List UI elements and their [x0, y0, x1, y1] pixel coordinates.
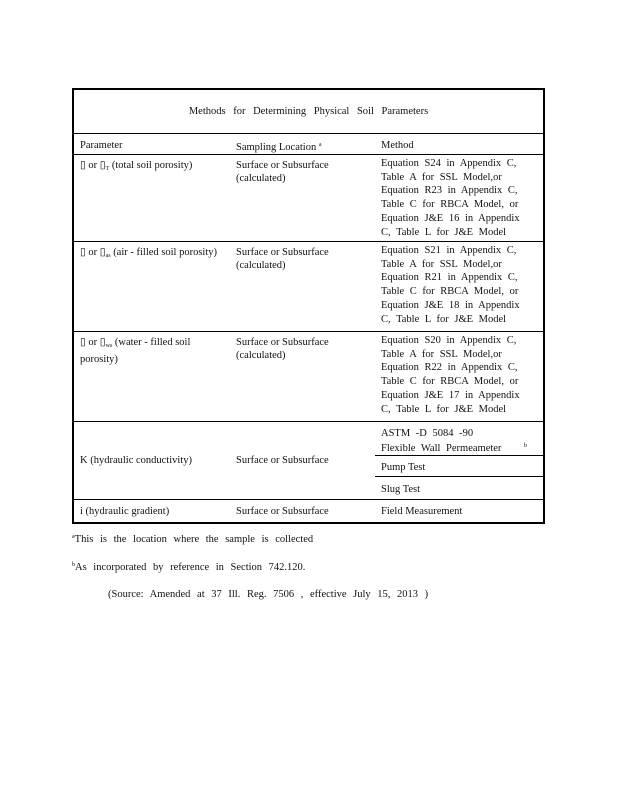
- method-line: C, Table L for J&E Model: [381, 313, 507, 325]
- parameters-table: [72, 88, 545, 524]
- method-line: Table C for RBCA Model, or: [381, 199, 519, 211]
- header-location-footnote: a: [318, 142, 322, 148]
- header-parameter: Parameter: [80, 140, 123, 151]
- method-line: Equation S21 in Appendix C,: [381, 245, 517, 256]
- header-method: Method: [381, 140, 414, 151]
- method-line: Table A for SSL Model,or: [381, 348, 502, 360]
- param-description: (air - filled soil porosity): [113, 247, 217, 258]
- header-location: [230, 134, 375, 154]
- param-subscript: as: [105, 253, 111, 259]
- location-cell: Surface or Subsurface (calculated): [236, 337, 329, 361]
- method-line: ASTM -D 5084 -90: [381, 428, 474, 439]
- method-line: C, Table L for J&E Model: [381, 403, 507, 415]
- table-row: [74, 422, 543, 500]
- table-row: [74, 332, 543, 422]
- param-cell: K (hydraulic conductivity): [80, 455, 192, 466]
- param-description: (water - filled soil porosity): [80, 337, 191, 365]
- method-line: Equation J&E 18 in Appendix: [381, 299, 520, 311]
- param-cell: [74, 155, 230, 241]
- location-cell: Surface or Subsurface (calculated): [236, 247, 329, 271]
- footnote-text: This is the location where the sample is collected: [74, 534, 314, 545]
- location-cell: Surface or Subsurface (calculated): [236, 160, 329, 184]
- param-cell: i (hydraulic gradient): [80, 506, 170, 517]
- method-line: [381, 440, 543, 455]
- method-cell: [375, 242, 543, 331]
- method-line: Table C for RBCA Model, or: [381, 286, 519, 298]
- method-line: Equation J&E 16 in Appendix: [381, 212, 520, 224]
- location-cell: Surface or Subsurface: [236, 506, 329, 517]
- method-part: [375, 422, 543, 456]
- table-title: Methods for Determining Physical Soil Parameters: [74, 90, 543, 134]
- method-line: Table A for SSL Model,or: [381, 171, 502, 183]
- method-line: Table C for RBCA Model, or: [381, 376, 519, 388]
- param-description: (total soil porosity): [111, 160, 193, 171]
- method-part: Pump Test: [375, 456, 543, 477]
- symbol-placeholder: ▯ or ▯: [80, 160, 106, 171]
- footnote-text: As incorporated by reference in Section 742.120.: [75, 562, 306, 573]
- footnote-b: [72, 562, 305, 573]
- param-cell: [74, 242, 230, 331]
- table-row: [74, 155, 543, 242]
- symbol-placeholder: ▯ or ▯: [80, 337, 106, 348]
- method-cell: Field Measurement: [381, 506, 463, 517]
- table-row: [74, 500, 543, 522]
- method-line: Table A for SSL Model,or: [381, 258, 502, 270]
- location-cell: Surface or Subsurface: [236, 455, 329, 466]
- method-line-text: Flexible Wall Permeameter: [381, 443, 502, 454]
- method-footnote: b: [523, 443, 527, 449]
- header-location-label: Sampling Location: [236, 142, 317, 153]
- source-note: (Source: Amended at 37 Ill. Reg. 7506 , effective July 15, 2013 ): [108, 589, 429, 600]
- footnote-mark: a: [72, 534, 75, 540]
- footnote-a: [72, 534, 313, 545]
- param-cell: [74, 332, 230, 421]
- method-cell: [375, 332, 543, 421]
- param-subscript: T: [105, 166, 110, 172]
- method-line: Equation J&E 17 in Appendix: [381, 389, 520, 401]
- symbol-placeholder: ▯ or ▯: [80, 247, 106, 258]
- method-cell: [375, 155, 543, 241]
- method-line: Equation S24 in Appendix C,: [381, 158, 517, 169]
- method-line: Equation R22 in Appendix C,: [381, 362, 518, 374]
- method-line: Equation R21 in Appendix C,: [381, 272, 518, 284]
- method-part: Slug Test: [381, 483, 421, 495]
- table-header-row: [74, 134, 543, 155]
- param-subscript: ws: [105, 343, 113, 349]
- method-line: C, Table L for J&E Model: [381, 226, 507, 238]
- method-line: Equation S20 in Appendix C,: [381, 335, 517, 346]
- method-cell: [375, 422, 543, 499]
- footnote-mark: b: [72, 562, 75, 568]
- table-row: [74, 242, 543, 332]
- method-line: Equation R23 in Appendix C,: [381, 185, 518, 197]
